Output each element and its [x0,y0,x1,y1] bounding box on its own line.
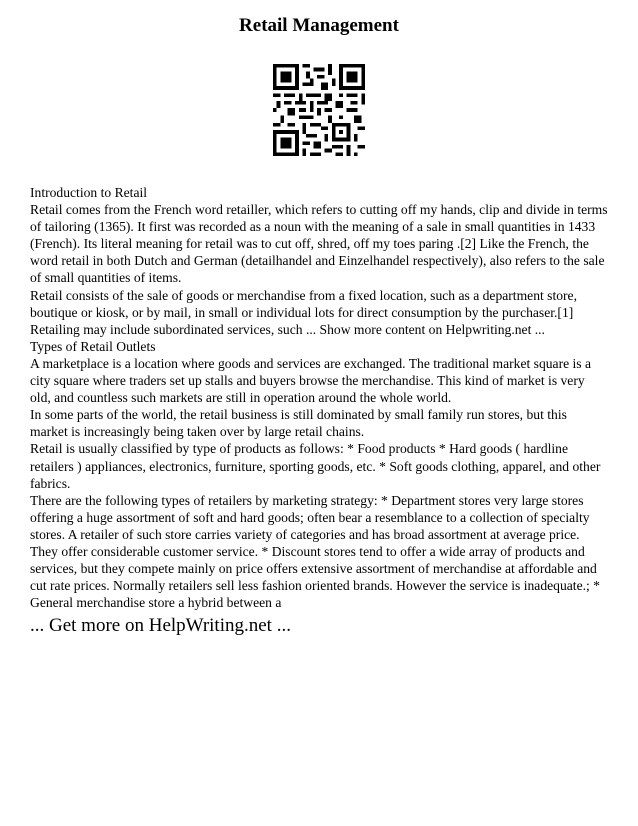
paragraph: Retail is usually classified by type of products as follows: * Food products * Hard goods ( hardline retailers ) appliances, electronics, furniture, sporting goods, etc. * Soft goods clothing, apparel, and other fabrics. [30,441,601,491]
qr-code-icon [273,64,365,156]
page-title: Retail Management [239,15,399,36]
paragraph: In some parts of the world, the retail business is still dominated by small family run stores, but this market is increasingly being taken over by large retail chains. [30,407,567,440]
paragraph: A marketplace is a location where goods and services are exchanged. The traditional market square is a city square where traders set up stalls and buyers browse the merchandise. This kind of market is very old, and countless such markets are still in operation around the whole world. [30,355,592,406]
document-body [30,184,608,611]
paragraph: Retail consists of the sale of goods or merchandise from a fixed location, such as a department store, boutique or kiosk, or by mail, in small or individual lots for direct consumption by the purchaser.[1] Retailing may include subordinated services, such ... Show more content on Helpwriting.net ... [30,287,577,337]
get-more-link[interactable]: ... Get more on HelpWriting.net ... [30,615,291,636]
paragraph: Retail comes from the French word retailler, which refers to cutting off my hands, clip and divide in terms of tailoring (1365). It first was recorded as a noun with the meaning of a sale in small quantities in 1433 (French). Its literal meaning for retail was to cut off, shred, off my toes paring .[2] Like the French, the word retail in both Dutch and German (detailhandel and Einzelhandel respectively), also refers to the sale of small quantities of items. [30,202,608,286]
paragraph: There are the following types of retailers by marketing strategy: * Department stores very large stores offering a huge assortment of soft and hard goods; often bear a resemblance to a collection of specialty stores. A retailer of such store carries variety of categories and has broad assortment at average price. They offer considerable customer service. * Discount stores tend to offer a wide array of products and services, but they compete mainly on price offers extensive assortment of merchandise at affordable and cut rate prices. Normally retailers sell less fashion oriented brands. However the service is inadequate.; * General merchandise store a hybrid between a [30,492,600,611]
paragraph-heading-intro: Introduction to Retail [30,185,148,200]
paragraph-heading-types: Types of Retail Outlets [30,338,156,354]
